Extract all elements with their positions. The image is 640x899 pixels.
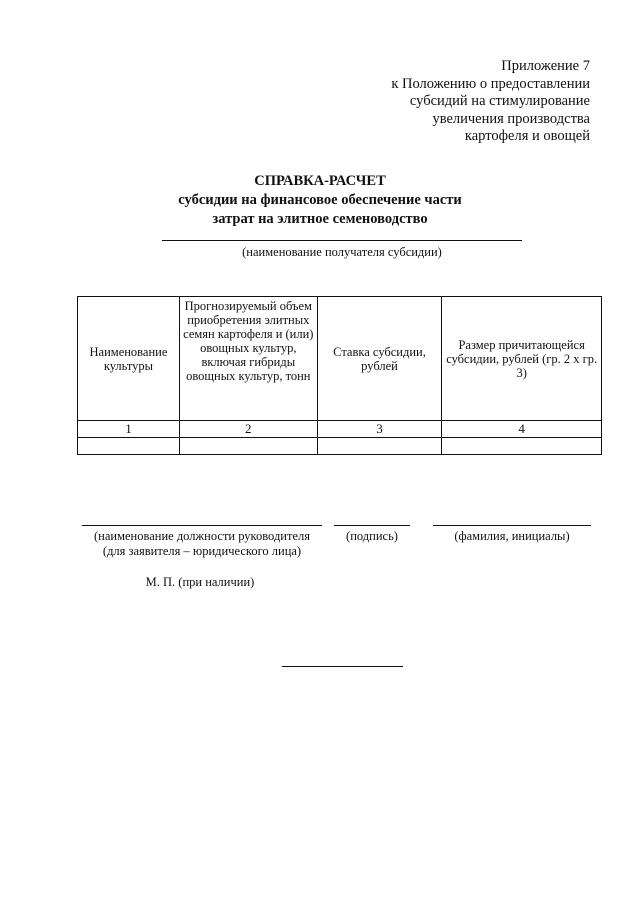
title-subtitle-1: субсидии на финансовое обеспечение части [178,192,462,208]
appendix-line: к Положению о предоставлении [391,75,590,92]
title-main: СПРАВКА-РАСЧЕТ [254,173,386,189]
table-cell [179,438,317,455]
header-subsidy-amount: Размер причитающейся субсидии, рублей (гр. 2 х гр. 3) [442,297,602,421]
position-caption-line-2: (для заявителя – юридического лица) [102,544,302,558]
appendix-line: увеличения производства [432,110,590,127]
position-caption [62,529,342,559]
table-header-row [78,297,602,421]
appendix-line: Приложение 7 [501,58,590,74]
recipient-line [162,240,522,241]
signature-caption: (подпись) [346,529,398,543]
column-number: 1 [78,421,180,438]
position-caption-line-1: (наименование должности руководителя [94,529,310,543]
appendix-line: картофеля и овощей [464,128,590,144]
column-number: 2 [179,421,317,438]
table-row [78,438,602,455]
name-caption: (фамилия, инициалы) [454,529,570,543]
table-cell [317,438,442,455]
column-number: 4 [442,421,602,438]
appendix-line: субсидий на стимулирование [409,93,590,109]
signature-line [334,525,410,526]
table-cell [442,438,602,455]
bottom-separator-line [282,666,403,667]
table-cell [78,438,180,455]
table-number-row [78,421,602,438]
header-subsidy-rate: Ставка субсидии, рублей [317,297,442,421]
calculation-table [77,296,602,455]
appendix-block [380,58,590,146]
column-number: 3 [317,421,442,438]
name-line [433,525,591,526]
recipient-caption: (наименование получателя субсидии) [242,245,442,259]
stamp-label: М. П. (при наличии) [145,575,255,589]
document-title [120,172,520,229]
header-forecast-volume: Прогнозируемый объем приобретения элитных семян картофеля и (или) овощных культур, включая гибриды овощных культур, тонн [179,297,317,421]
title-subtitle-2: затрат на элитное семеноводство [212,211,428,227]
position-line [82,525,322,526]
header-culture-name: Наименование культуры [78,297,180,421]
